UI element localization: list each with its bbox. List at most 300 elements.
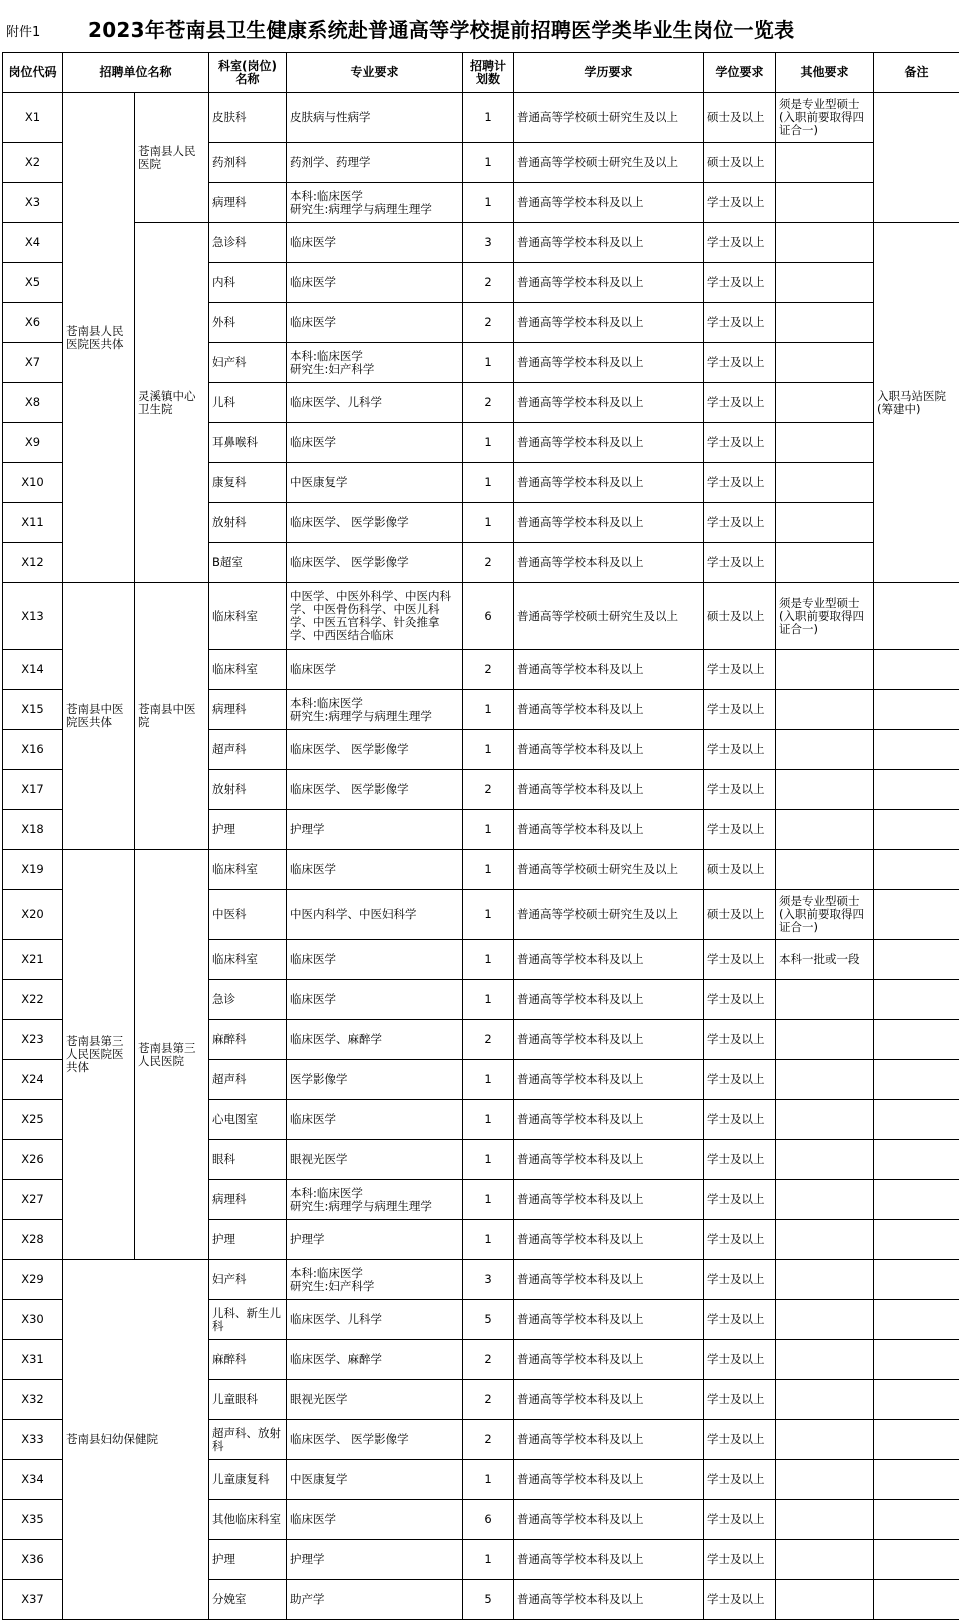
- position-code: X21: [3, 940, 63, 980]
- remark: [874, 1020, 959, 1060]
- major-requirement: 临床医学: [287, 850, 463, 890]
- degree-requirement: 学士及以上: [704, 1100, 776, 1140]
- education-requirement: 普通高等学校本科及以上: [514, 1180, 704, 1220]
- education-requirement: 普通高等学校本科及以上: [514, 810, 704, 850]
- hiring-count: 2: [463, 383, 514, 423]
- hiring-count: 2: [463, 650, 514, 690]
- degree-requirement: 学士及以上: [704, 1380, 776, 1420]
- hiring-count: 2: [463, 1020, 514, 1060]
- department: 药剂科: [209, 143, 287, 183]
- other-requirement: 须是专业型硕士(入职前要取得四证合一): [776, 890, 874, 940]
- education-requirement: 普通高等学校硕士研究生及以上: [514, 850, 704, 890]
- other-requirement: [776, 1260, 874, 1300]
- department: 护理: [209, 1540, 287, 1580]
- header-row: [3, 53, 959, 93]
- department: 放射科: [209, 770, 287, 810]
- major-requirement: 临床医学、 医学影像学: [287, 543, 463, 583]
- other-requirement: 须是专业型硕士(入职前要取得四证合一): [776, 583, 874, 650]
- major-requirement: 药剂学、药理学: [287, 143, 463, 183]
- other-requirement: [776, 143, 874, 183]
- remark: [874, 690, 959, 730]
- degree-requirement: 学士及以上: [704, 463, 776, 503]
- page-header: [0, 0, 959, 52]
- position-code: X24: [3, 1060, 63, 1100]
- major-requirement: 护理学: [287, 1540, 463, 1580]
- hiring-count: 6: [463, 1500, 514, 1540]
- recruiting-unit: 苍南县人民医院: [135, 93, 209, 223]
- degree-requirement: 学士及以上: [704, 1220, 776, 1260]
- degree-requirement: 学士及以上: [704, 1060, 776, 1100]
- education-requirement: 普通高等学校本科及以上: [514, 223, 704, 263]
- remark: [874, 1100, 959, 1140]
- education-requirement: 普通高等学校本科及以上: [514, 1580, 704, 1620]
- remark: [874, 810, 959, 850]
- department: 儿童眼科: [209, 1380, 287, 1420]
- hiring-count: 1: [463, 423, 514, 463]
- degree-requirement: 学士及以上: [704, 690, 776, 730]
- other-requirement: [776, 503, 874, 543]
- page-title: 2023年苍南县卫生健康系统赴普通高等学校提前招聘医学类毕业生岗位一览表: [88, 18, 795, 42]
- remark: [874, 1300, 959, 1340]
- department: 临床科室: [209, 650, 287, 690]
- hiring-count: 1: [463, 1060, 514, 1100]
- hiring-count: 3: [463, 223, 514, 263]
- position-code: X25: [3, 1100, 63, 1140]
- hiring-count: 1: [463, 1220, 514, 1260]
- major-requirement: 临床医学、儿科学: [287, 383, 463, 423]
- department: 外科: [209, 303, 287, 343]
- degree-requirement: 学士及以上: [704, 980, 776, 1020]
- degree-requirement: 学士及以上: [704, 1260, 776, 1300]
- major-requirement: 皮肤病与性病学: [287, 93, 463, 143]
- degree-requirement: 学士及以上: [704, 1460, 776, 1500]
- remark: [874, 980, 959, 1020]
- recruiting-unit: 苍南县中医院: [135, 583, 209, 850]
- position-code: X8: [3, 383, 63, 423]
- degree-requirement: 学士及以上: [704, 730, 776, 770]
- other-requirement: [776, 223, 874, 263]
- degree-requirement: 硕士及以上: [704, 583, 776, 650]
- hiring-count: 1: [463, 890, 514, 940]
- other-requirement: [776, 383, 874, 423]
- position-code: X29: [3, 1260, 63, 1300]
- other-requirement: [776, 1300, 874, 1340]
- other-requirement: [776, 423, 874, 463]
- position-code: X17: [3, 770, 63, 810]
- department: 其他临床科室: [209, 1500, 287, 1540]
- major-requirement: 临床医学: [287, 423, 463, 463]
- remark: [874, 730, 959, 770]
- position-code: X9: [3, 423, 63, 463]
- department: 耳鼻喉科: [209, 423, 287, 463]
- recruiting-unit: 苍南县第三人民医院: [135, 850, 209, 1260]
- remark: [874, 1140, 959, 1180]
- major-requirement: 护理学: [287, 1220, 463, 1260]
- recruiting-group: 苍南县人民医院医共体: [63, 93, 135, 583]
- degree-requirement: 学士及以上: [704, 1300, 776, 1340]
- hiring-count: 2: [463, 543, 514, 583]
- education-requirement: 普通高等学校本科及以上: [514, 343, 704, 383]
- remark: [874, 650, 959, 690]
- other-requirement: [776, 810, 874, 850]
- degree-requirement: 学士及以上: [704, 183, 776, 223]
- table-row: [3, 850, 959, 890]
- hiring-count: 6: [463, 583, 514, 650]
- education-requirement: 普通高等学校本科及以上: [514, 1100, 704, 1140]
- department: 内科: [209, 263, 287, 303]
- header-edu: 学历要求: [514, 53, 704, 93]
- major-requirement: 临床医学、麻醉学: [287, 1020, 463, 1060]
- other-requirement: [776, 770, 874, 810]
- department: B超室: [209, 543, 287, 583]
- position-code: X22: [3, 980, 63, 1020]
- hiring-count: 1: [463, 503, 514, 543]
- hiring-count: 1: [463, 343, 514, 383]
- other-requirement: [776, 650, 874, 690]
- department: 心电图室: [209, 1100, 287, 1140]
- education-requirement: 普通高等学校本科及以上: [514, 1060, 704, 1100]
- hiring-count: 1: [463, 940, 514, 980]
- position-code: X15: [3, 690, 63, 730]
- remark: [874, 1460, 959, 1500]
- education-requirement: 普通高等学校本科及以上: [514, 263, 704, 303]
- degree-requirement: 硕士及以上: [704, 93, 776, 143]
- recruiting-group: 苍南县第三人民医院医共体: [63, 850, 135, 1260]
- other-requirement: [776, 1500, 874, 1540]
- major-requirement: 护理学: [287, 810, 463, 850]
- hiring-count: 1: [463, 690, 514, 730]
- position-code: X28: [3, 1220, 63, 1260]
- department: 病理科: [209, 183, 287, 223]
- position-code: X6: [3, 303, 63, 343]
- table-row: [3, 1260, 959, 1300]
- position-code: X33: [3, 1420, 63, 1460]
- major-requirement: 中医学、中医外科学、中医内科学、中医骨伤科学、中医儿科学、中医五官科学、针灸推拿学、中西医结合临床: [287, 583, 463, 650]
- major-requirement: 临床医学: [287, 223, 463, 263]
- hiring-count: 2: [463, 303, 514, 343]
- education-requirement: 普通高等学校本科及以上: [514, 1300, 704, 1340]
- major-requirement: 临床医学: [287, 650, 463, 690]
- education-requirement: 普通高等学校硕士研究生及以上: [514, 890, 704, 940]
- major-requirement: 助产学: [287, 1580, 463, 1620]
- major-requirement: 临床医学: [287, 303, 463, 343]
- department: 临床科室: [209, 583, 287, 650]
- major-requirement: 临床医学、儿科学: [287, 1300, 463, 1340]
- education-requirement: 普通高等学校本科及以上: [514, 1020, 704, 1060]
- degree-requirement: 学士及以上: [704, 1020, 776, 1060]
- position-code: X36: [3, 1540, 63, 1580]
- hiring-count: 5: [463, 1300, 514, 1340]
- hiring-count: 2: [463, 1340, 514, 1380]
- department: 超声科: [209, 1060, 287, 1100]
- major-requirement: 眼视光医学: [287, 1380, 463, 1420]
- degree-requirement: 学士及以上: [704, 1580, 776, 1620]
- department: 妇产科: [209, 1260, 287, 1300]
- degree-requirement: 学士及以上: [704, 223, 776, 263]
- position-code: X37: [3, 1580, 63, 1620]
- remark: [874, 770, 959, 810]
- remark: [874, 1580, 959, 1620]
- department: 临床科室: [209, 940, 287, 980]
- major-requirement: 临床医学: [287, 1100, 463, 1140]
- major-requirement: 眼视光医学: [287, 1140, 463, 1180]
- education-requirement: 普通高等学校本科及以上: [514, 690, 704, 730]
- header-other: 其他要求: [776, 53, 874, 93]
- table-row: [3, 583, 959, 650]
- other-requirement: [776, 1140, 874, 1180]
- education-requirement: 普通高等学校本科及以上: [514, 1420, 704, 1460]
- education-requirement: 普通高等学校本科及以上: [514, 383, 704, 423]
- remark: [874, 890, 959, 940]
- other-requirement: [776, 730, 874, 770]
- education-requirement: 普通高等学校本科及以上: [514, 1380, 704, 1420]
- position-code: X32: [3, 1380, 63, 1420]
- hiring-count: 1: [463, 730, 514, 770]
- hiring-count: 1: [463, 980, 514, 1020]
- position-code: X20: [3, 890, 63, 940]
- department: 超声科: [209, 730, 287, 770]
- other-requirement: [776, 543, 874, 583]
- other-requirement: [776, 263, 874, 303]
- recruiting-group: 苍南县妇幼保健院: [63, 1260, 209, 1620]
- hiring-count: 1: [463, 1100, 514, 1140]
- major-requirement: 临床医学、 医学影像学: [287, 730, 463, 770]
- department: 临床科室: [209, 850, 287, 890]
- other-requirement: [776, 463, 874, 503]
- position-code: X7: [3, 343, 63, 383]
- department: 儿童康复科: [209, 1460, 287, 1500]
- attachment-label: 附件1: [6, 25, 41, 40]
- position-code: X2: [3, 143, 63, 183]
- major-requirement: 本科:临床医学 研究生:妇产科学: [287, 1260, 463, 1300]
- remark: [874, 583, 959, 650]
- position-code: X19: [3, 850, 63, 890]
- department: 儿科、新生儿科: [209, 1300, 287, 1340]
- other-requirement: [776, 303, 874, 343]
- education-requirement: 普通高等学校硕士研究生及以上: [514, 143, 704, 183]
- department: 超声科、放射科: [209, 1420, 287, 1460]
- other-requirement: [776, 1580, 874, 1620]
- education-requirement: 普通高等学校本科及以上: [514, 770, 704, 810]
- education-requirement: 普通高等学校本科及以上: [514, 303, 704, 343]
- department: 放射科: [209, 503, 287, 543]
- department: 护理: [209, 810, 287, 850]
- table-row: [3, 223, 959, 263]
- position-code: X27: [3, 1180, 63, 1220]
- hiring-count: 1: [463, 1460, 514, 1500]
- major-requirement: 医学影像学: [287, 1060, 463, 1100]
- hiring-count: 1: [463, 463, 514, 503]
- position-code: X35: [3, 1500, 63, 1540]
- position-code: X13: [3, 583, 63, 650]
- position-code: X26: [3, 1140, 63, 1180]
- education-requirement: 普通高等学校本科及以上: [514, 423, 704, 463]
- position-code: X5: [3, 263, 63, 303]
- table-body: [3, 93, 959, 1620]
- major-requirement: 临床医学、 医学影像学: [287, 1420, 463, 1460]
- degree-requirement: 学士及以上: [704, 263, 776, 303]
- education-requirement: 普通高等学校本科及以上: [514, 1460, 704, 1500]
- degree-requirement: 学士及以上: [704, 1540, 776, 1580]
- degree-requirement: 学士及以上: [704, 303, 776, 343]
- major-requirement: 中医康复学: [287, 463, 463, 503]
- other-requirement: 本科一批或一段: [776, 940, 874, 980]
- department: 病理科: [209, 690, 287, 730]
- education-requirement: 普通高等学校本科及以上: [514, 650, 704, 690]
- remark: [874, 93, 959, 223]
- other-requirement: [776, 1420, 874, 1460]
- major-requirement: 临床医学: [287, 940, 463, 980]
- major-requirement: 本科:临床医学 研究生:病理学与病理生理学: [287, 690, 463, 730]
- position-code: X23: [3, 1020, 63, 1060]
- department: 麻醉科: [209, 1020, 287, 1060]
- department: 病理科: [209, 1180, 287, 1220]
- degree-requirement: 学士及以上: [704, 423, 776, 463]
- hiring-count: 1: [463, 1540, 514, 1580]
- hiring-count: 1: [463, 183, 514, 223]
- other-requirement: [776, 1100, 874, 1140]
- degree-requirement: 硕士及以上: [704, 890, 776, 940]
- education-requirement: 普通高等学校本科及以上: [514, 543, 704, 583]
- education-requirement: 普通高等学校本科及以上: [514, 730, 704, 770]
- degree-requirement: 学士及以上: [704, 1340, 776, 1380]
- degree-requirement: 学士及以上: [704, 343, 776, 383]
- department: 急诊科: [209, 223, 287, 263]
- education-requirement: 普通高等学校硕士研究生及以上: [514, 93, 704, 143]
- degree-requirement: 学士及以上: [704, 940, 776, 980]
- position-code: X3: [3, 183, 63, 223]
- degree-requirement: 学士及以上: [704, 650, 776, 690]
- major-requirement: 中医内科学、中医妇科学: [287, 890, 463, 940]
- other-requirement: [776, 980, 874, 1020]
- position-code: X30: [3, 1300, 63, 1340]
- other-requirement: 须是专业型硕士(入职前要取得四证合一): [776, 93, 874, 143]
- hiring-count: 3: [463, 1260, 514, 1300]
- header-code: 岗位代码: [3, 53, 63, 93]
- positions-table: [2, 52, 959, 1620]
- education-requirement: 普通高等学校本科及以上: [514, 940, 704, 980]
- other-requirement: [776, 1380, 874, 1420]
- major-requirement: 临床医学、 医学影像学: [287, 770, 463, 810]
- position-code: X16: [3, 730, 63, 770]
- other-requirement: [776, 183, 874, 223]
- major-requirement: 临床医学: [287, 1500, 463, 1540]
- department: 儿科: [209, 383, 287, 423]
- remark: [874, 1180, 959, 1220]
- hiring-count: 1: [463, 1180, 514, 1220]
- remark: [874, 1060, 959, 1100]
- department: 护理: [209, 1220, 287, 1260]
- position-code: X10: [3, 463, 63, 503]
- degree-requirement: 学士及以上: [704, 1140, 776, 1180]
- major-requirement: 临床医学、麻醉学: [287, 1340, 463, 1380]
- position-code: X12: [3, 543, 63, 583]
- department: 眼科: [209, 1140, 287, 1180]
- education-requirement: 普通高等学校本科及以上: [514, 1220, 704, 1260]
- header-note: 备注: [874, 53, 959, 93]
- education-requirement: 普通高等学校本科及以上: [514, 183, 704, 223]
- hiring-count: 1: [463, 850, 514, 890]
- header-major: 专业要求: [287, 53, 463, 93]
- hiring-count: 1: [463, 93, 514, 143]
- degree-requirement: 学士及以上: [704, 1420, 776, 1460]
- degree-requirement: 学士及以上: [704, 810, 776, 850]
- other-requirement: [776, 1460, 874, 1500]
- hiring-count: 2: [463, 1380, 514, 1420]
- remark: [874, 1340, 959, 1380]
- degree-requirement: 学士及以上: [704, 383, 776, 423]
- position-code: X14: [3, 650, 63, 690]
- education-requirement: 普通高等学校本科及以上: [514, 463, 704, 503]
- education-requirement: 普通高等学校本科及以上: [514, 1340, 704, 1380]
- remark: [874, 850, 959, 890]
- other-requirement: [776, 1220, 874, 1260]
- hiring-count: 2: [463, 1420, 514, 1460]
- remark: [874, 1420, 959, 1460]
- remark: 入职马站医院(筹建中): [874, 223, 959, 583]
- position-code: X31: [3, 1340, 63, 1380]
- major-requirement: 本科:临床医学 研究生:病理学与病理生理学: [287, 183, 463, 223]
- other-requirement: [776, 1060, 874, 1100]
- other-requirement: [776, 1340, 874, 1380]
- other-requirement: [776, 850, 874, 890]
- major-requirement: 本科:临床医学 研究生:病理学与病理生理学: [287, 1180, 463, 1220]
- header-degree: 学位要求: [704, 53, 776, 93]
- remark: [874, 1500, 959, 1540]
- department: 麻醉科: [209, 1340, 287, 1380]
- department: 妇产科: [209, 343, 287, 383]
- recruiting-unit: 灵溪镇中心卫生院: [135, 223, 209, 583]
- other-requirement: [776, 1020, 874, 1060]
- department: 中医科: [209, 890, 287, 940]
- header-count: 招聘计 划数: [463, 53, 514, 93]
- remark: [874, 1260, 959, 1300]
- degree-requirement: 学士及以上: [704, 1500, 776, 1540]
- other-requirement: [776, 1540, 874, 1580]
- degree-requirement: 学士及以上: [704, 770, 776, 810]
- department: 分娩室: [209, 1580, 287, 1620]
- major-requirement: 中医康复学: [287, 1460, 463, 1500]
- header-unit: 招聘单位名称: [63, 53, 209, 93]
- education-requirement: 普通高等学校本科及以上: [514, 1540, 704, 1580]
- major-requirement: 临床医学: [287, 980, 463, 1020]
- position-code: X18: [3, 810, 63, 850]
- remark: [874, 940, 959, 980]
- other-requirement: [776, 343, 874, 383]
- remark: [874, 1540, 959, 1580]
- department: 急诊: [209, 980, 287, 1020]
- recruiting-group: 苍南县中医院医共体: [63, 583, 135, 850]
- remark: [874, 1380, 959, 1420]
- education-requirement: 普通高等学校本科及以上: [514, 1140, 704, 1180]
- degree-requirement: 硕士及以上: [704, 850, 776, 890]
- department: 皮肤科: [209, 93, 287, 143]
- position-code: X4: [3, 223, 63, 263]
- other-requirement: [776, 1180, 874, 1220]
- department: 康复科: [209, 463, 287, 503]
- education-requirement: 普通高等学校本科及以上: [514, 1500, 704, 1540]
- degree-requirement: 学士及以上: [704, 1180, 776, 1220]
- education-requirement: 普通高等学校本科及以上: [514, 503, 704, 543]
- position-code: X11: [3, 503, 63, 543]
- hiring-count: 2: [463, 263, 514, 303]
- degree-requirement: 学士及以上: [704, 503, 776, 543]
- header-dept: 科室(岗位) 名称: [209, 53, 287, 93]
- other-requirement: [776, 690, 874, 730]
- hiring-count: 1: [463, 810, 514, 850]
- education-requirement: 普通高等学校本科及以上: [514, 980, 704, 1020]
- major-requirement: 本科:临床医学 研究生:妇产科学: [287, 343, 463, 383]
